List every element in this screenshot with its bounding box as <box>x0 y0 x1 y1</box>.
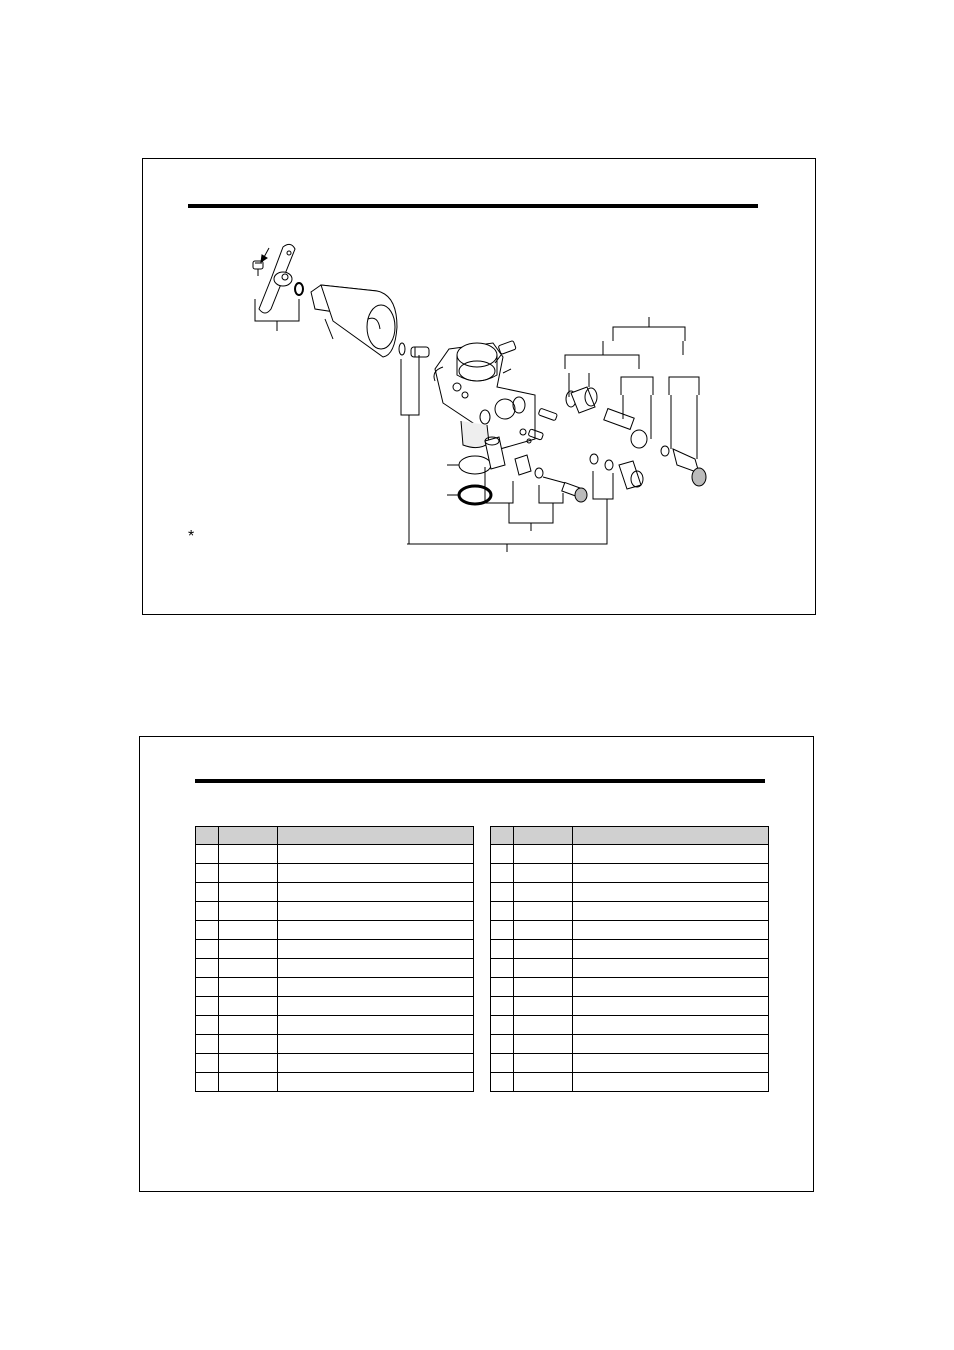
cell-code <box>219 978 278 997</box>
cell-no <box>491 940 514 959</box>
table-row <box>196 845 474 864</box>
cell-code <box>219 1054 278 1073</box>
table-row <box>196 883 474 902</box>
cell-code <box>219 864 278 883</box>
throttle-barrel-part <box>311 285 397 357</box>
table-row <box>491 921 769 940</box>
main-body-group-bracket <box>407 499 607 544</box>
cell-code <box>514 1035 573 1054</box>
table-header-row <box>196 827 474 845</box>
cell-code <box>514 997 573 1016</box>
lower-group-bracket <box>509 503 553 523</box>
cell-no <box>491 1054 514 1073</box>
cell-no <box>491 1035 514 1054</box>
table-row <box>196 1073 474 1092</box>
arm-washer-part <box>295 283 303 295</box>
table-row <box>196 978 474 997</box>
header-no <box>196 827 219 845</box>
cell-code <box>219 883 278 902</box>
cell-description <box>278 959 474 978</box>
cell-description <box>278 864 474 883</box>
table-row <box>196 940 474 959</box>
cell-code <box>514 883 573 902</box>
needle-valve-lower-parts <box>485 437 587 502</box>
top-fuel-group-bracket <box>613 327 685 341</box>
cell-no <box>196 845 219 864</box>
cell-description <box>573 940 769 959</box>
cell-description <box>573 978 769 997</box>
cell-code <box>219 959 278 978</box>
cell-no <box>196 959 219 978</box>
cell-description <box>278 978 474 997</box>
cell-description <box>278 940 474 959</box>
carburetor-exploded-diagram <box>143 159 815 614</box>
cell-no <box>491 883 514 902</box>
cell-no <box>196 883 219 902</box>
cell-no <box>196 864 219 883</box>
exploded-view-panel <box>142 158 816 615</box>
table-row <box>491 845 769 864</box>
parts-list-panel <box>139 736 814 1192</box>
cell-no <box>196 1054 219 1073</box>
cell-code <box>219 940 278 959</box>
idle-jet-part <box>411 347 429 357</box>
parts-table-right <box>490 826 769 1092</box>
cell-no <box>491 978 514 997</box>
cell-no <box>491 845 514 864</box>
carburetor-body-part <box>434 343 535 451</box>
cell-code <box>514 845 573 864</box>
cell-no <box>491 1016 514 1035</box>
cell-code <box>219 845 278 864</box>
table-row <box>491 864 769 883</box>
middle-fuel-bracket <box>621 377 653 395</box>
header-no <box>491 827 514 845</box>
throttle-arm-part <box>259 244 295 313</box>
table-row <box>491 883 769 902</box>
cell-code <box>219 902 278 921</box>
header-description <box>278 827 474 845</box>
cell-description <box>573 1035 769 1054</box>
parts-list-title-rule <box>195 779 765 783</box>
cell-description <box>278 1035 474 1054</box>
cell-code <box>219 1073 278 1092</box>
cell-code <box>514 921 573 940</box>
cell-description <box>573 1073 769 1092</box>
cell-description <box>278 902 474 921</box>
table-row <box>491 1016 769 1035</box>
cell-code <box>514 1016 573 1035</box>
right-fuel-bracket <box>669 377 699 395</box>
gasket-thin-part <box>459 456 491 474</box>
table-row <box>491 1035 769 1054</box>
arm-screw-part <box>253 248 269 276</box>
cell-no <box>196 902 219 921</box>
table-header-row <box>491 827 769 845</box>
cell-no <box>491 959 514 978</box>
cell-no <box>196 1016 219 1035</box>
cell-description <box>573 845 769 864</box>
cell-description <box>278 883 474 902</box>
cell-code <box>219 921 278 940</box>
cell-no <box>196 978 219 997</box>
cell-no <box>491 864 514 883</box>
gasket-thick-part <box>459 486 491 504</box>
cell-no <box>196 921 219 940</box>
cell-description <box>573 1016 769 1035</box>
cell-no <box>491 902 514 921</box>
table-row <box>196 1054 474 1073</box>
table-row <box>491 1073 769 1092</box>
cell-code <box>514 864 573 883</box>
table-row <box>196 959 474 978</box>
cell-code <box>514 902 573 921</box>
table-row <box>196 1016 474 1035</box>
cell-no <box>491 1073 514 1092</box>
cell-no <box>491 997 514 1016</box>
cell-no <box>491 921 514 940</box>
cell-description <box>573 997 769 1016</box>
parts-table-left <box>195 826 474 1092</box>
cell-description <box>278 1054 474 1073</box>
table-row <box>491 978 769 997</box>
cell-description <box>278 997 474 1016</box>
cell-no <box>196 1035 219 1054</box>
table-row <box>491 940 769 959</box>
cell-description <box>573 864 769 883</box>
footnote-marker: * <box>188 528 195 545</box>
cell-code <box>514 959 573 978</box>
cell-description <box>573 902 769 921</box>
cell-description <box>278 845 474 864</box>
cell-code <box>514 1073 573 1092</box>
table-row <box>196 864 474 883</box>
cell-description <box>278 1016 474 1035</box>
cell-no <box>196 940 219 959</box>
oring-jet-bracket <box>401 355 419 415</box>
table-row <box>491 1054 769 1073</box>
cell-code <box>514 1054 573 1073</box>
cell-description <box>278 1073 474 1092</box>
cell-no <box>196 997 219 1016</box>
mixture-screw-rings <box>590 454 643 489</box>
table-row <box>491 959 769 978</box>
cell-description <box>573 1054 769 1073</box>
table-row <box>196 902 474 921</box>
header-code <box>219 827 278 845</box>
table-row <box>491 902 769 921</box>
cell-description <box>573 959 769 978</box>
table-row <box>491 997 769 1016</box>
cell-code <box>514 940 573 959</box>
cell-description <box>573 921 769 940</box>
table-row <box>196 1035 474 1054</box>
lower-needle-bracket <box>539 485 563 503</box>
small-oring-part <box>399 343 405 355</box>
cell-no <box>196 1073 219 1092</box>
cell-description <box>278 921 474 940</box>
cell-code <box>219 997 278 1016</box>
table-row <box>196 921 474 940</box>
upper-fuel-bracket <box>565 355 639 369</box>
ring-bracket <box>593 471 613 499</box>
header-code <box>514 827 573 845</box>
cell-code <box>219 1035 278 1054</box>
cell-code <box>514 978 573 997</box>
header-description <box>573 827 769 845</box>
cell-description <box>573 883 769 902</box>
cell-code <box>219 1016 278 1035</box>
table-row <box>196 997 474 1016</box>
